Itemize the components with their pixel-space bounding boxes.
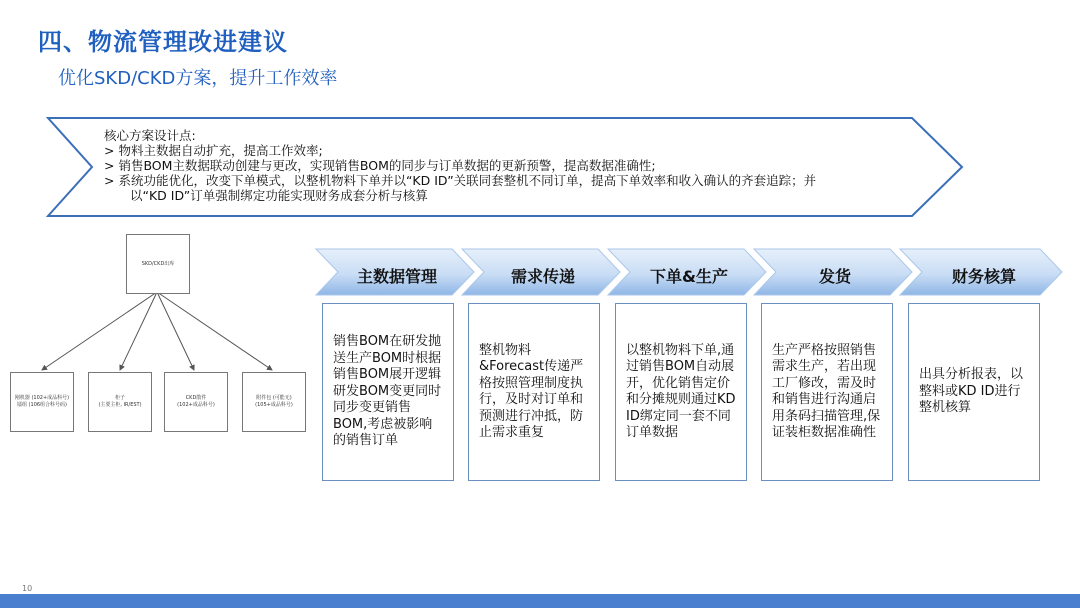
step-card-text: 以整机物料下单,通过销售BOM自动展开，优化销售定价和分摊规则通过KD ID绑定同一套不同订单数据 — [626, 342, 736, 440]
kd-tree-diagram — [0, 230, 320, 440]
step-card-text: 整机物料&Forecast传递严格按照管理制度执行，及时对订单和预测进行冲抵，防止需求重复 — [479, 342, 584, 440]
tree-child-line2: (主要主柜, IR/EST) — [98, 402, 142, 408]
page-number: 10 — [22, 584, 33, 593]
tree-child-line1: 附件包 (可能无) — [256, 395, 292, 401]
tree-child-box — [88, 372, 152, 432]
step-card — [468, 303, 600, 481]
tree-root-box — [126, 234, 190, 294]
tree-child-line1: 刚机器 (102+成品科号) — [14, 395, 70, 401]
step-card-text: 出具分析报表，以整料或KD ID进行整机核算 — [919, 367, 1024, 416]
step-label: 下单&生产 — [650, 267, 728, 286]
tree-child-box — [10, 372, 74, 432]
banner-text — [104, 128, 816, 203]
step-card — [908, 303, 1040, 481]
tree-child-line1: 柜子 — [114, 395, 125, 401]
tree-root-label: SKD/CKD出库 — [141, 260, 175, 267]
banner-item: > 物料主数据自动扩充，提高工作效率; — [104, 143, 323, 158]
tree-child-line2: (102+成品科号) — [177, 402, 215, 408]
step-card — [615, 303, 747, 481]
footer-bar — [0, 594, 1080, 608]
step-card-text: 生产严格按照销售需求生产，若出现工厂修改，需及时和销售进行沟通启用条码扫描管理,保证装柜数据准确性 — [772, 342, 881, 440]
step-card-text: 销售BOM在研发抛送生产BOM时根据销售BOM展开逻辑研发BOM变更同时同步变更销售BOM,考虑被影响的销售订单 — [333, 334, 442, 449]
step-label: 财务核算 — [951, 267, 1016, 286]
step-card — [322, 303, 454, 481]
tree-child-line2: (105+成品科号) — [255, 402, 293, 408]
banner-item: > 系统功能优化，改变下单模式，以整机物料下单并以“KD ID”关联同套整机不同订单，提高下单效率和收入确认的齐套追踪；并 — [104, 173, 817, 188]
banner-item-continuation: 以“KD ID”订单强制绑定功能实现财务成套分析与核算 — [130, 188, 428, 203]
step-label: 需求传递 — [510, 267, 575, 286]
banner-heading: 核心方案设计点: — [104, 128, 196, 143]
step-card — [761, 303, 893, 481]
tree-child-line2: 镭组 (106组合科号码) — [16, 402, 68, 408]
step-label: 主数据管理 — [356, 267, 437, 286]
step-label: 发货 — [818, 267, 851, 286]
page-subtitle: 优化SKD/CKD方案，提升工作效率 — [58, 68, 338, 89]
tree-child-line1: CKD散件 — [185, 395, 207, 401]
page-title: 四、物流管理改进建议 — [38, 28, 288, 56]
tree-child-box — [242, 372, 306, 432]
tree-child-box — [164, 372, 228, 432]
banner-item: > 销售BOM主数据联动创建与更改，实现销售BOM的同步与订单数据的更新预警，提高数据准确性; — [104, 158, 656, 173]
